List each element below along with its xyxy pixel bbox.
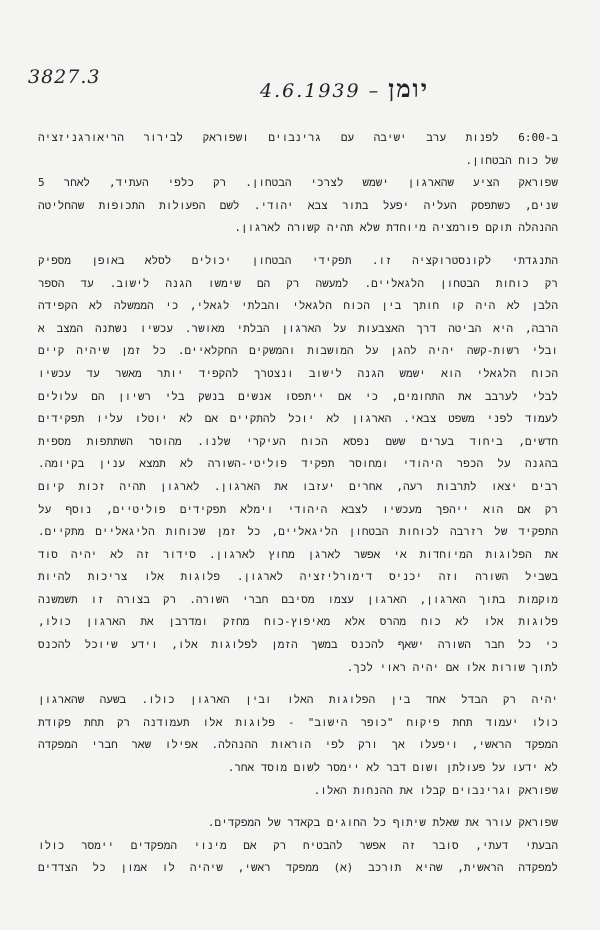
paragraph-gap: [38, 679, 558, 689]
body-line: הרבה, היא הביטה דרך האצבעות על הארגון הבלתי מאושר. עכשיו נשתנה המצב א: [38, 321, 558, 335]
body-line: מוקמות בתוך הארגון, הארגון עצמו מסיבם חברי השורה. רק בצורה זו תשמשנה: [38, 592, 558, 606]
body-line: לא ידעו על פעולתן ושום דבר לא יימסר לשום מוסד אחר.: [227, 761, 558, 775]
diary-date: 4.6.1939: [260, 80, 361, 102]
body-line: בשביל השורה וזה יכניס דימורליזציה לארגון. פלוגות אלו צריכות להיות: [38, 570, 558, 584]
body-line: פלוגות אלו לא כוח מהרס אלא מאיפוץ-כוח מחזק ומדרבן את הארגון כולו,: [38, 615, 558, 629]
archive-reference-number: 3827.3: [28, 66, 101, 88]
body-line: למפקדה הראשית, שהיא תורכב (א) ממפקד ראשי, שיהיה לו אמון כל הצדדים: [38, 861, 558, 875]
body-line: הלבן לא היה קו חותך בין הכוח הלגאלי והבלתי לגאלי, כי הממשלה לא הקפידה: [38, 299, 558, 313]
body-line: שפוראק עורר את שאלת שיתוף כל החוגים בקאדר של המפקדים.: [207, 816, 558, 830]
body-line: כולו יעמוד תחת פיקוח "כופר הישוב" - פלוגות אלו תעמודנה רק תחת פקודת: [38, 715, 558, 729]
paragraph-gap: [38, 240, 558, 250]
paragraph-gap: [38, 802, 558, 812]
body-line: לבלי לערבב את התחומים, כי אם ייתפסו אנשים בנשק בלי רשיון הם עלולים: [38, 389, 558, 403]
body-line: התפקיד של רזרבה לכוחות הבטחון הליגאליים, כל זמן שכוחות הליגאליים מתקיים.: [38, 525, 558, 539]
body-line: המפקד הראשי, ויפעלו אך ורק לפי הוראות ההנהלה. אפילו שאר חברי המפקדה: [38, 738, 558, 752]
diary-date-heading: 4.6.1939 – יומן: [260, 74, 429, 103]
body-line: של כוח הבטחון.: [465, 153, 558, 167]
body-line: רבים יצאו לתרבות רעה, אחרים יעזבו את הארגון. לארגון תהיה זכות קיום: [38, 479, 558, 493]
body-line: התנגדתי לקונסטרוקציה זו. תפקידי הבטחון יכולים לסלא באופן מספיק: [38, 253, 558, 267]
body-line: בהגנה על הכפר היהודי ומחוסר תפקיד פוליטי-השורה לא תמצא ענין בקיומה.: [38, 457, 558, 471]
body-line: הכוח הלגאלי הוא ישמש הגנה לישוב ונצטרך להקפיד יותר מאשר עד עכשיו: [38, 366, 558, 380]
body-line: יהיה רק הבדל אחד בין הפלוגות האלו ובין הארגון כולו. בשעה שהארגון: [38, 693, 558, 707]
body-line: רק כוחות הבטחון הלגאליים. למעשה רק הם שימשו הגנה לישוב. עד הספר: [38, 276, 558, 290]
body-line: את הפלוגות המיוחדות אי אפשר לארגן מחוץ לארגון. סידור זה לא יהיה סוד: [38, 547, 558, 561]
body-line: ובלי רשות-קשה יהיה להגן על המושבות והמשקים החקלאיים. כל זמן שיהיה קיים: [38, 344, 558, 358]
document-body: [38, 127, 558, 880]
body-line: כי כל חבר השורה ישאף להכנס במשך הזמן לפלוגות אלו, וידע שיוכל להכנס: [38, 638, 558, 652]
body-line: שפוראק וגרינבוים קבלו את ההנחות האלו.: [313, 783, 558, 797]
body-line: שפוראק הציע שהארגון ישמש לצרכי הבטחון. רק כלפי העתיד, לאחר 5: [38, 176, 558, 190]
body-line: ב-6:00 לפנות ערב ישיבה עם גרינבוים ושפוראק לבירור הריאורגניזציה: [38, 131, 558, 144]
body-line: לתוך שורות אלו אם יהיה ראוי לכך.: [346, 660, 558, 674]
body-line: שנים, כשתפסק העליה יפעל בתור צבא יהודי. לשם הפעולות התכופות שהחליטה: [38, 198, 558, 212]
diary-title: יומן: [388, 74, 429, 103]
body-line: חדשים, ביחוד בערים ששם נפסא הכוח העיקרי שלנו. מהוסר השתתפות מספית: [38, 434, 558, 448]
body-line: ההנהלה תוקם פורמציה מיוחדת שלא תהיה קשורה לארגון.: [234, 221, 558, 235]
body-line: הבעתי דעתי, סובר זה אפשר להבטיח רק אם מינוי המפקדים יימסר כולו: [38, 838, 558, 852]
body-line: לעמוד לפני משפט צבאי. הארגון לא יוכל להתקיים אם לא יוטלו עליו תפקידים: [38, 412, 558, 426]
body-line: רק אם הוא ייהפך מעכשיו לצבא היהודי וימלא תפקידים פוליטיים, נוסף על: [38, 502, 558, 516]
